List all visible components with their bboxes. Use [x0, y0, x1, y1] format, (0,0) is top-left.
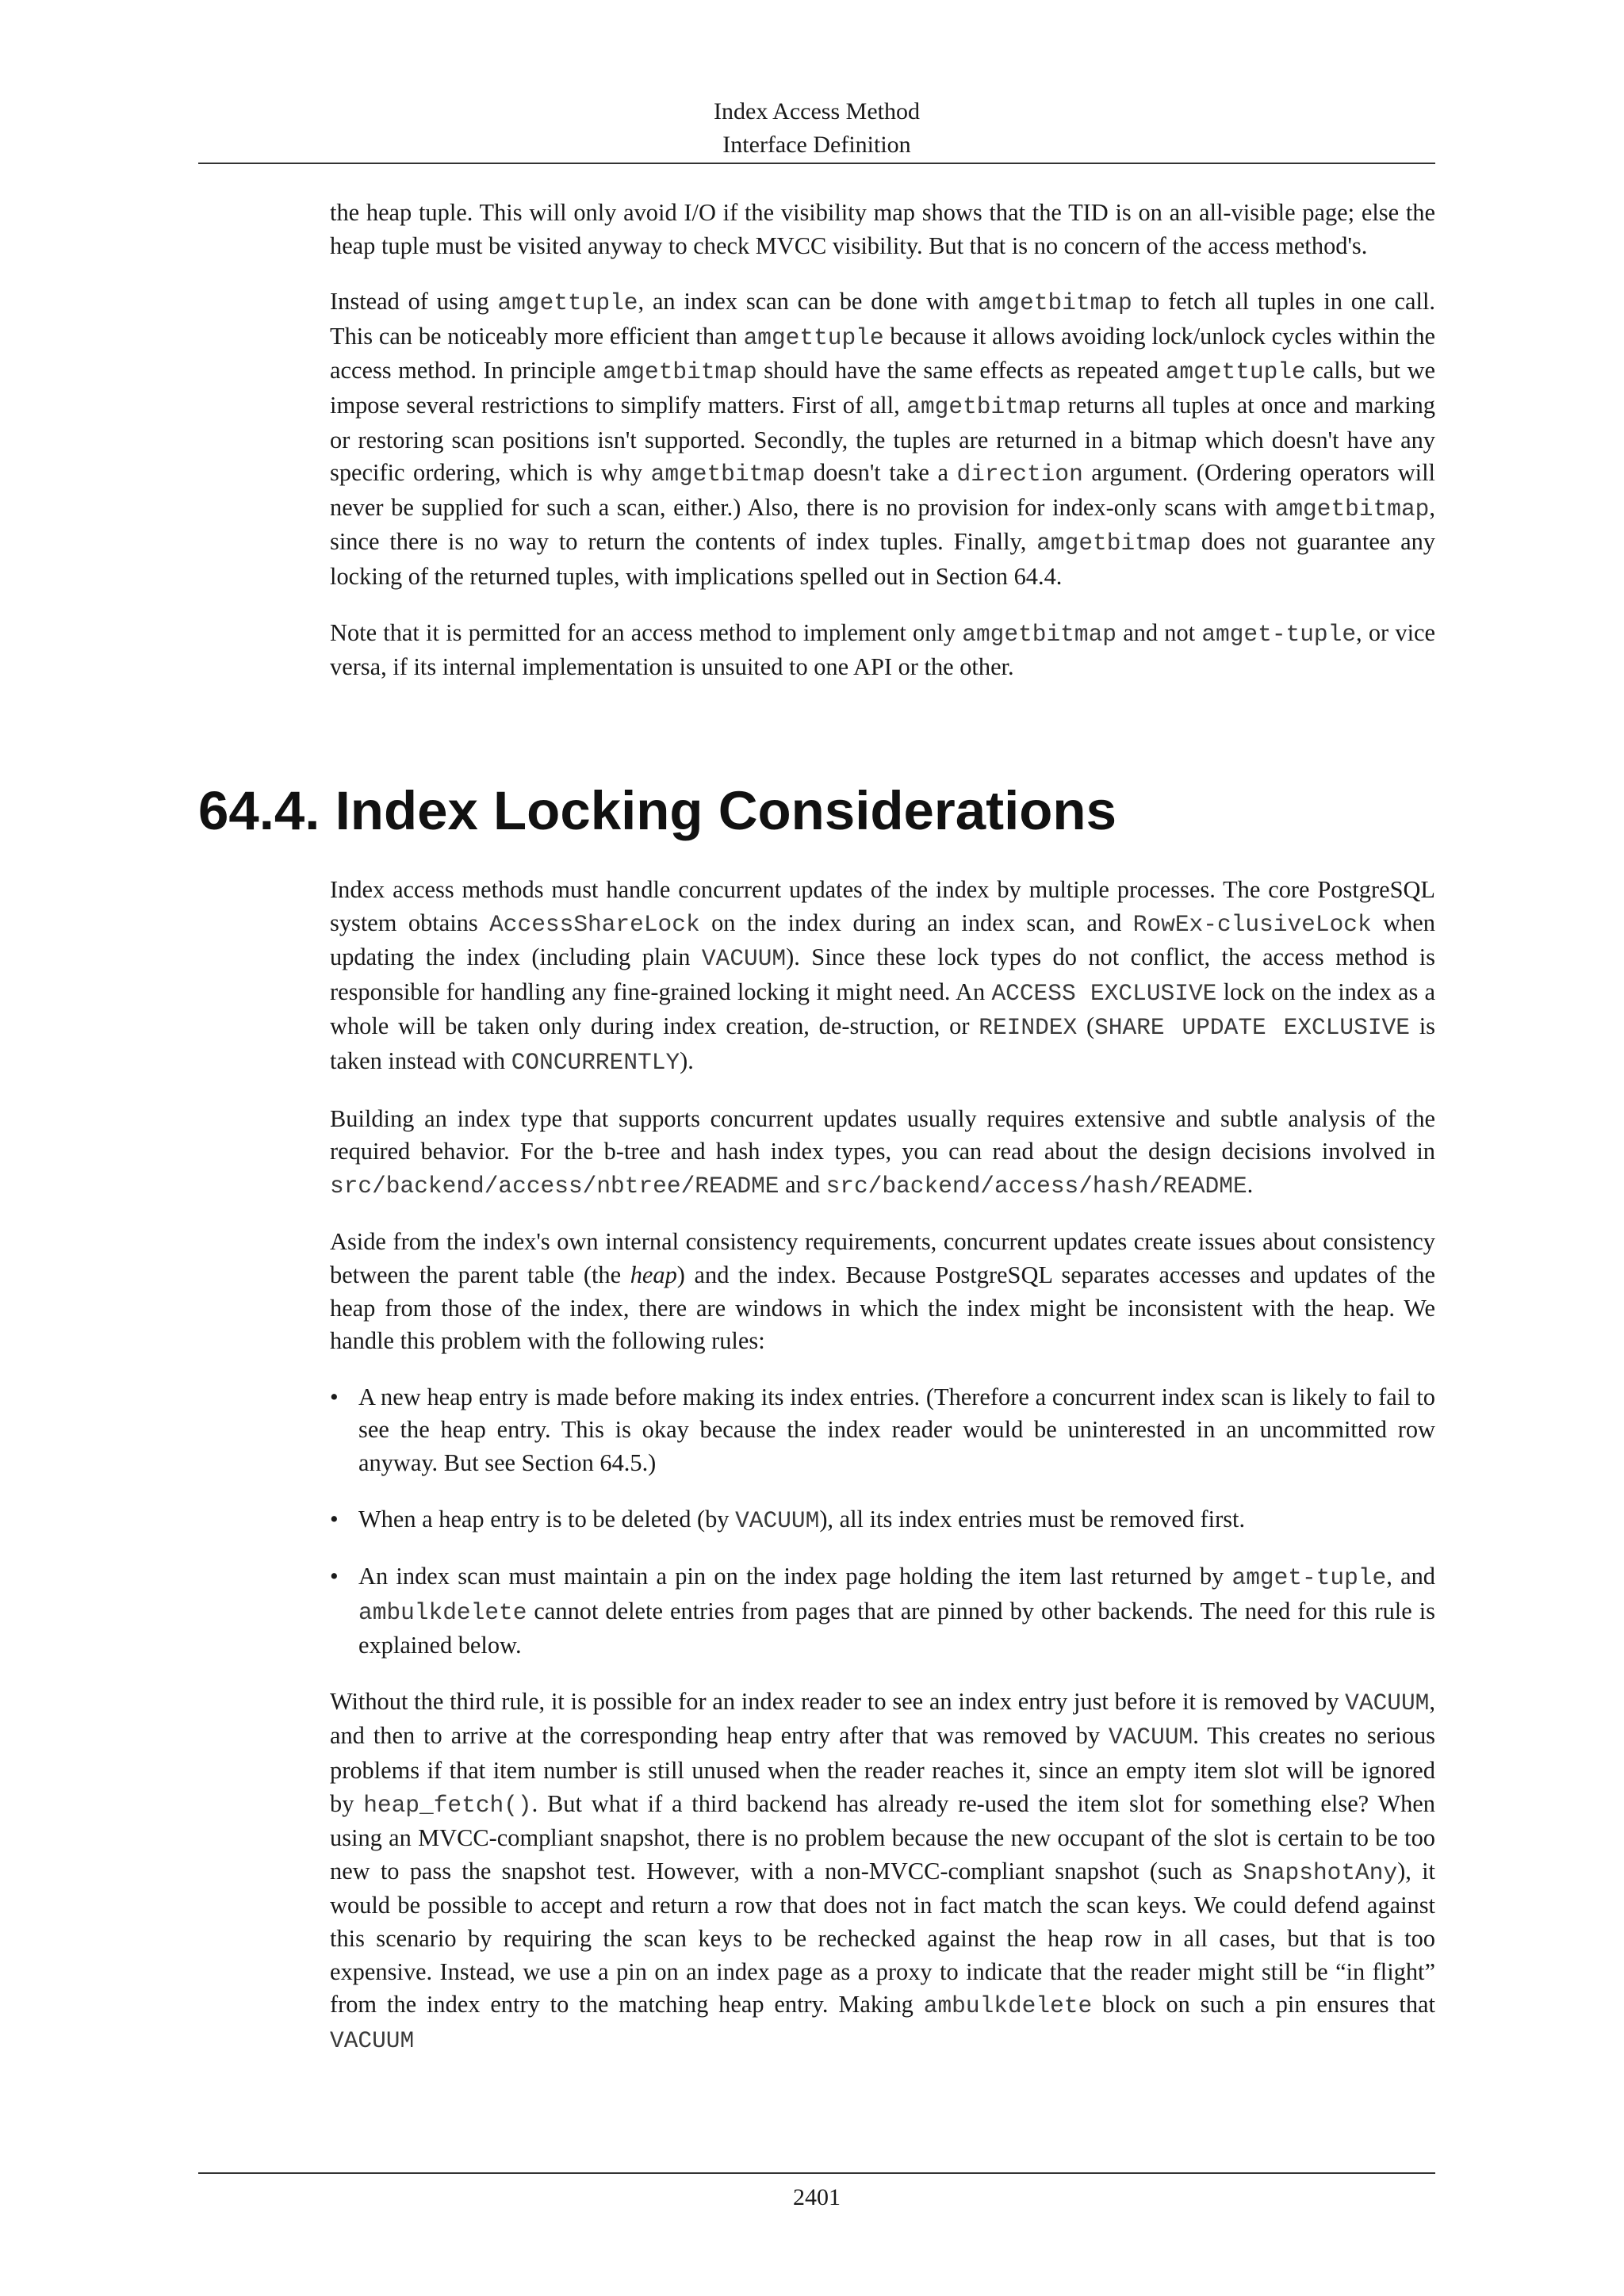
code-vacuum: VACUUM	[735, 1506, 820, 1534]
code-vacuum: VACUUM	[1345, 1689, 1430, 1716]
section-title: 64.4. Index Locking Considerations	[198, 780, 1116, 841]
code-accesssharelock: AccessShareLock	[489, 910, 700, 938]
code-vacuum: VACUUM	[1109, 1724, 1193, 1751]
paragraph-third-rule: Without the third rule, it is possible for an index reader to see an index entry just before it is removed by VACUUM, and then to arrive at the corresponding heap entry after that was removed by VACUUM. This creates no serious problems if that item number is still unused when the reader reaches it, since an empty item slot will be ignored by heap_fetch(). But what if a third backend has already re-used the item slot for something else? When using an MVCC-compliant snapshot, there is no problem because the new occupant of the slot is certain to be too new to pass the snapshot test. However, with a non-MVCC-compliant snapshot (such as SnapshotAny), it would be possible to accept and return a row that does not in fact match the scan keys. We could defend against this scenario by requiring the scan keys to be rechecked against the heap row in all cases, but that is too expensive. Instead, we use a pin on an index page as a proxy to indicate that the reader might still be “in flight” from the index entry to the matching heap entry. Making ambulkdelete block on such a pin ensures that VACUUM	[330, 1687, 1435, 2054]
code-ambulkdelete: ambulkdelete	[358, 1598, 527, 1626]
code-hash-readme: src/backend/access/hash/README	[825, 1172, 1247, 1200]
header-divider	[198, 163, 1435, 164]
paragraph-design-decisions: Building an index type that supports concurrent updates usually requires extensive and subtle analysis of the required behavior. For the b-tree and hash index types, you can read about the design decisions involved in src/backend/access/nbtree/README and src/backend/access/hash/README.	[330, 1104, 1435, 1200]
rules-list	[330, 1381, 1435, 1663]
code-access-exclusive: ACCESS EXCLUSIVE	[991, 979, 1217, 1007]
header-chapter: Index Access Method	[714, 98, 920, 124]
code-amgettuple: amgettuple	[497, 289, 638, 317]
code-amgetbitmap: amgetbitmap	[1274, 495, 1430, 522]
list-item: • A new heap entry is made before making its index entries. (Therefore a concurrent index scan is likely to fail to see the heap entry. This is okay because the index reader would be uninterested in an uncommitted row anyway. But see Section 64.5.)	[330, 1381, 1435, 1480]
code-heap-fetch: heap_fetch()	[363, 1791, 532, 1819]
paragraph-concurrent-updates: Index access methods must handle concurrent updates of the index by multiple processes. The core PostgreSQL system obtains AccessShareLock on the index during an index scan, and RowEx-clusiveLock when updating the index (including plain VACUUM). Since these lock types do not conflict, the access method is responsible for handling any fine-grained locking it might need. An ACCESS EXCLUSIVE lock on the index as a whole will be taken only during index creation, de-struction, or REINDEX (SHARE UPDATE EXCLUSIVE is taken instead with CONCURRENTLY).	[330, 876, 1436, 1076]
code-amgetbitmap: amgetbitmap	[978, 289, 1132, 317]
list-item: • When a heap entry is to be deleted (by VACUUM), all its index entries must be removed first.	[330, 1503, 1435, 1538]
code-amgettuple: amgettuple	[743, 323, 884, 351]
bullet-icon: •	[330, 1383, 339, 1410]
paragraph-amgetbitmap: Instead of using amgettuple, an index scan can be done with amgetbitmap to fetch all tuples in one call. This can be noticeably more efficient than amgettuple because it allows avoiding lock/unlock cycles within the access method. In principle amgetbitmap should have the same effects as repeated amgettuple calls, but we impose several restrictions to simplify matters. First of all, amgetbitmap returns all tuples at once and marking or restoring scan positions isn't supported. Secondly, the tuples are returned in a bitmap which doesn't have any specific ordering, which is why amgetbitmap doesn't take a direction argument. (Ordering operators will never be supplied for such a scan, either.) Also, there is no provision for index-only scans with amgetbitmap, since there is no way to return the contents of index tuples. Finally, amgetbitmap does not guarantee any locking of the returned tuples, with implications spelled out in Section 64.4.	[330, 288, 1435, 590]
code-ambulkdelete: ambulkdelete	[923, 1992, 1093, 2020]
code-amgetbitmap: amgetbitmap	[906, 392, 1061, 420]
code-nbtree-readme: src/backend/access/nbtree/README	[330, 1172, 779, 1200]
code-concurrently: CONCURRENTLY	[511, 1048, 680, 1076]
code-amgetbitmap: amgetbitmap	[650, 461, 806, 488]
emphasis-heap: heap	[630, 1261, 677, 1288]
code-vacuum: VACUUM	[701, 945, 787, 973]
code-amgettuple: amget-tuple	[1201, 620, 1357, 648]
code-snapshotany: SnapshotAny	[1243, 1858, 1398, 1886]
code-reindex: REINDEX	[979, 1014, 1078, 1042]
paragraph-permitted: Note that it is permitted for an access method to implement only amgetbitmap and not amget-tuple, or vice versa, if its internal implementation is unsuited to one API or the other.	[330, 618, 1435, 681]
intro-body	[330, 197, 1435, 707]
code-vacuum: VACUUM	[330, 2026, 415, 2054]
bullet-icon: •	[330, 1563, 339, 1590]
footer-divider	[198, 2172, 1435, 2174]
page-number: 2401	[793, 2184, 841, 2210]
code-direction: direction	[956, 461, 1083, 488]
code-amgettuple: amgettuple	[1165, 358, 1306, 386]
paragraph-consistency: Aside from the index's own internal consistency requirements, concurrent updates create issues about consistency between the parent table (the heap) and the index. Because PostgreSQL separates accesses and updates of the heap from those of the index, there are windows in which the index might be inconsistent with the heap. We handle this problem with the following rules:	[330, 1228, 1435, 1355]
paragraph-heap-tuple: the heap tuple. This will only avoid I/O if the visibility map shows that the TID is on an all-visible page; else the heap tuple must be visited anyway to check MVCC visibility. But that is no concern of the access method's.	[330, 199, 1435, 259]
code-rowexclusivelock: RowEx-clusiveLock	[1132, 910, 1372, 938]
header-section: Interface Definition	[722, 132, 911, 158]
code-amgetbitmap: amgetbitmap	[602, 358, 757, 386]
code-share-update-exclusive: SHARE UPDATE EXCLUSIVE	[1094, 1014, 1410, 1042]
list-item: • An index scan must maintain a pin on the index page holding the item last returned by amget-tuple, and ambulkdelete cannot delete entries from pages that are pinned by other backends. The need for this rule is explained below.	[330, 1560, 1435, 1663]
bullet-icon: •	[330, 1505, 339, 1533]
code-amgettuple: amget-tuple	[1231, 1564, 1387, 1592]
section-body	[330, 874, 1435, 2080]
code-amgetbitmap: amgetbitmap	[962, 620, 1116, 648]
code-amgetbitmap: amgetbitmap	[1036, 530, 1191, 557]
running-header	[198, 95, 1435, 162]
